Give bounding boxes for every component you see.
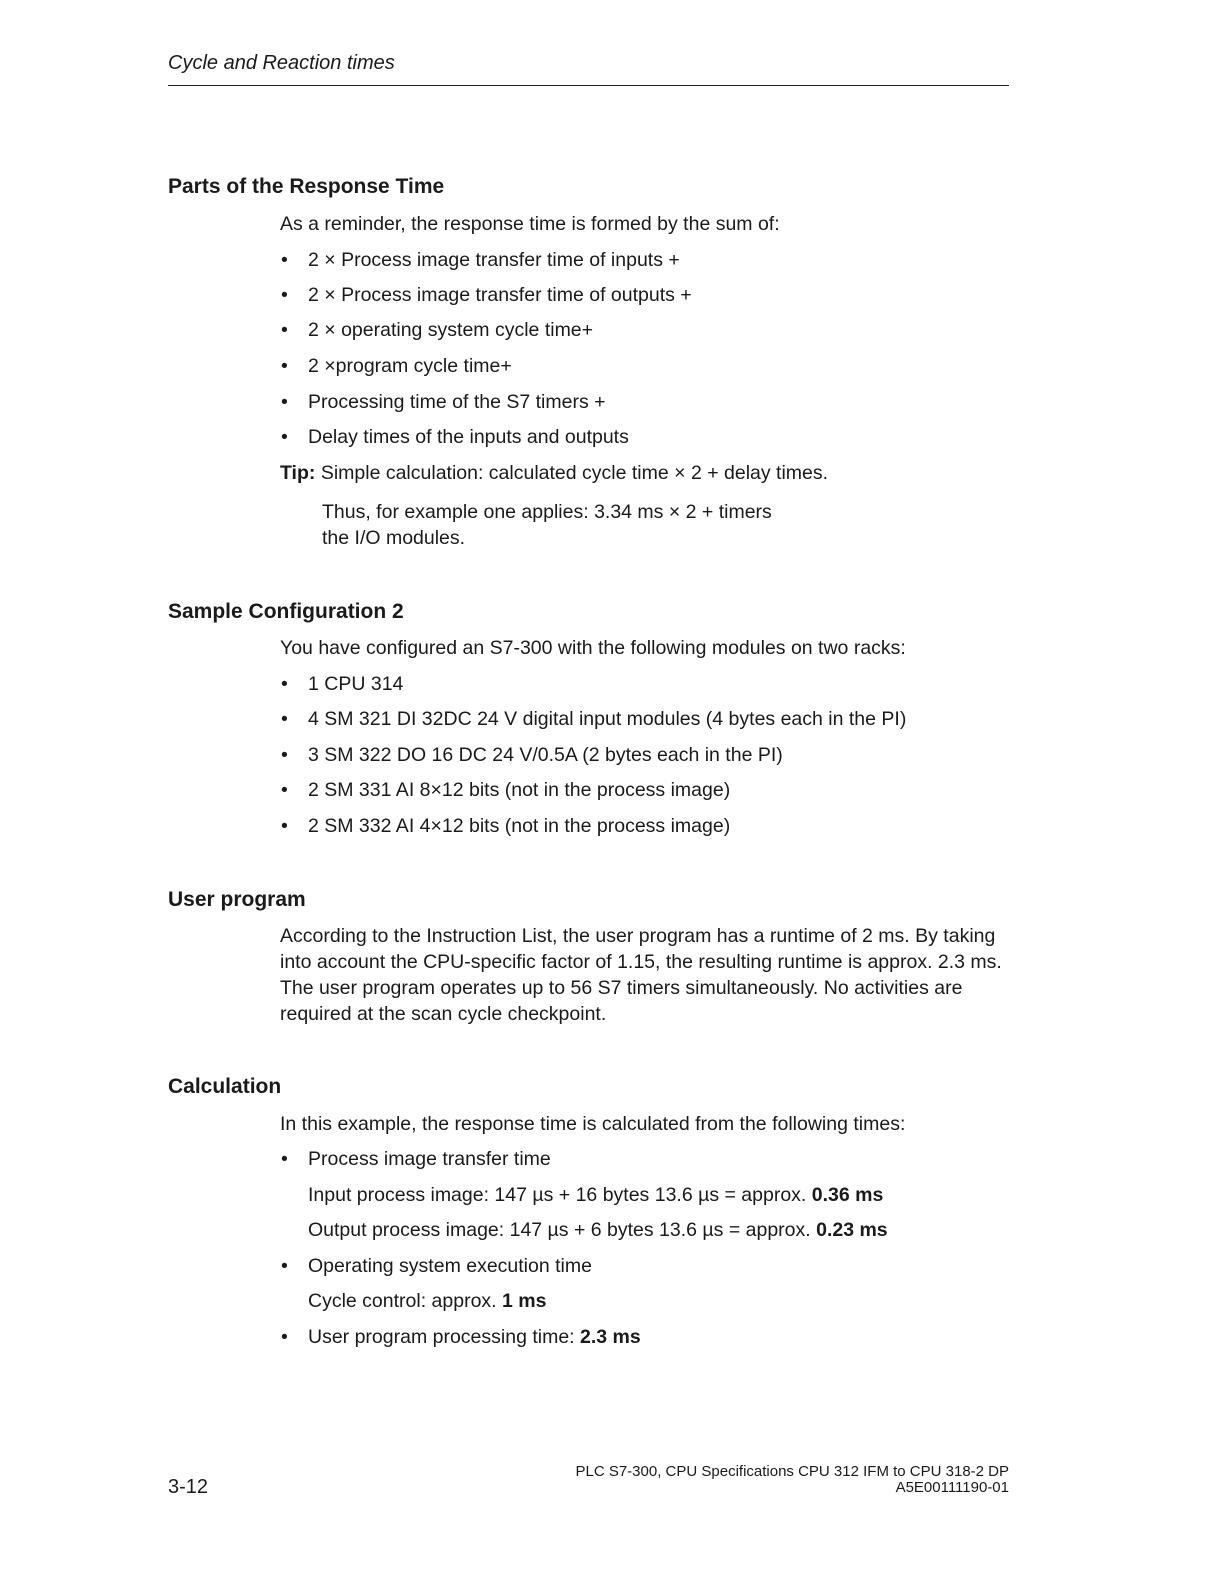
output-process-image-value: 0.23 ms (816, 1219, 888, 1241)
bullet-icon: • (281, 284, 288, 306)
parts-item: 2 × operating system cycle time+ (308, 319, 594, 341)
parts-item: 2 × Process image transfer time of inputs + (308, 249, 680, 271)
heading-user-program: User program (168, 888, 306, 911)
calc-item: Process image transfer time (308, 1148, 551, 1170)
parts-intro: As a reminder, the response time is formed by the sum of: (280, 213, 780, 235)
bullet-icon: • (281, 815, 288, 837)
cycle-control-line (308, 1290, 546, 1313)
heading-calculation: Calculation (168, 1075, 282, 1098)
calculation-intro: In this example, the response time is calculated from the following times: (280, 1113, 906, 1135)
tip-example-line: the I/O modules. (322, 527, 466, 549)
parts-item: Delay times of the inputs and outputs (308, 426, 629, 448)
bullet-icon: • (281, 355, 288, 377)
input-process-image-value: 0.36 ms (811, 1184, 884, 1206)
bullet-icon: • (281, 1148, 288, 1170)
input-process-image-text: Input process image: 147 µs + 16 bytes 13.6 µs = approx. (308, 1184, 807, 1206)
user-program-paragraph: According to the Instruction List, the user program has a runtime of 2 ms. By taking into account the CPU-specific factor of 1.15, the resulting runtime is approx. 2.3 ms. The user program operates up to 56 S7 timers simultaneously. No activities are required at the scan cycle checkpoint. (280, 925, 1002, 1025)
bullet-icon: • (281, 1255, 288, 1277)
module-item: 4 SM 321 DI 32DC 24 V digital input modules (4 bytes each in the PI) (308, 708, 907, 730)
parts-item: 2 × Process image transfer time of outputs + (308, 284, 692, 306)
tip-line (280, 462, 828, 485)
calc-item (308, 1326, 641, 1349)
tip-example (322, 499, 842, 551)
page-number: 3-12 (168, 1476, 209, 1498)
bullet-icon: • (281, 779, 288, 801)
cycle-control-text: Cycle control: approx. (308, 1290, 497, 1312)
module-item: 1 CPU 314 (308, 673, 404, 695)
footer-doc-number: A5E00111190-01 (895, 1479, 1009, 1496)
bullet-icon: • (281, 391, 288, 413)
bullet-icon: • (281, 249, 288, 271)
module-item: 2 SM 332 AI 4×12 bits (not in the process image) (308, 815, 731, 837)
bullet-icon: • (281, 426, 288, 448)
heading-parts-of-response-time: Parts of the Response Time (168, 175, 445, 198)
header-divider (168, 85, 1009, 86)
tip-example-line: Thus, for example one applies: 3.34 ms × 2 + timers (322, 501, 772, 523)
user-program-time-value: 2.3 ms (580, 1326, 641, 1348)
calc-item: Operating system execution time (308, 1255, 592, 1277)
bullet-icon: • (281, 1326, 288, 1348)
running-header: Cycle and Reaction times (168, 52, 395, 74)
user-program-time-text: User program processing time: (308, 1326, 575, 1348)
output-process-image-text: Output process image: 147 µs + 6 bytes 13.6 µs = approx. (308, 1219, 811, 1241)
output-process-image-line (308, 1219, 888, 1242)
module-item: 3 SM 322 DO 16 DC 24 V/0.5A (2 bytes each in the PI) (308, 744, 783, 766)
bullet-icon: • (281, 744, 288, 766)
cycle-control-value: 1 ms (502, 1290, 547, 1312)
heading-sample-configuration: Sample Configuration 2 (168, 600, 404, 623)
parts-item: 2 ×program cycle time+ (308, 355, 512, 377)
bullet-icon: • (281, 673, 288, 695)
footer-doc-title: PLC S7-300, CPU Specifications CPU 312 IFM to CPU 318-2 DP (575, 1463, 1009, 1480)
tip-label: Tip: (280, 462, 316, 484)
module-item: 2 SM 331 AI 8×12 bits (not in the process image) (308, 779, 731, 801)
tip-text: Simple calculation: calculated cycle time × 2 + delay times. (320, 462, 829, 484)
parts-item: Processing time of the S7 timers + (308, 391, 606, 413)
input-process-image-line (308, 1184, 883, 1207)
footer-doc-info (575, 1464, 1009, 1496)
bullet-icon: • (281, 319, 288, 341)
sample-intro: You have configured an S7-300 with the following modules on two racks: (280, 637, 906, 659)
bullet-icon: • (281, 708, 288, 730)
